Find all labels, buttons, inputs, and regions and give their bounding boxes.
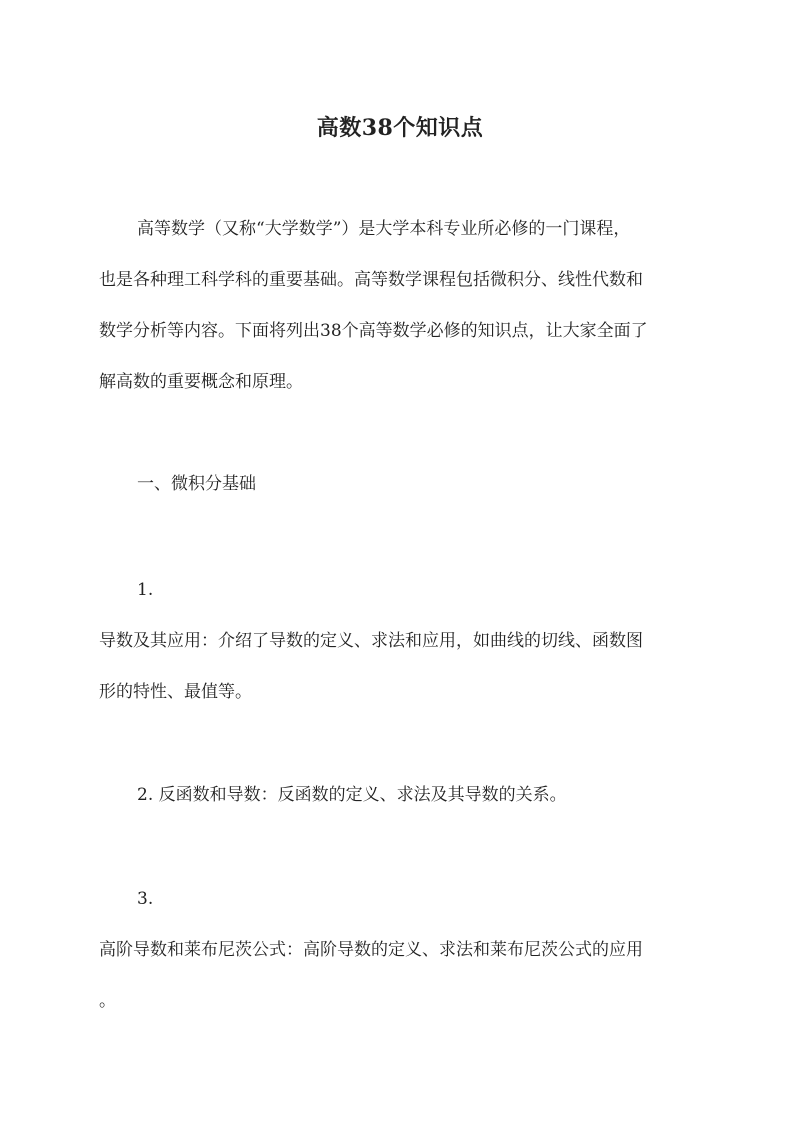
list-item-2 <box>99 770 703 821</box>
document-title: 高数38个知识点 <box>316 114 484 141</box>
section-heading-text: 一、微积分基础 <box>137 474 256 494</box>
intro-line: 也是各种理工科学科的重要基础。高等数学课程包括微积分、线性代数和 <box>99 270 643 290</box>
intro-line: 数学分析等内容。下面将列出38个高等数学必修的知识点，让大家全面了 <box>99 321 648 341</box>
item-number: 1. <box>137 580 154 600</box>
item-line: 。 <box>99 991 116 1011</box>
intro-line: 解高数的重要概念和原理。 <box>99 372 303 392</box>
intro-line: 高等数学（又称“大学数学”）是大学本科专业所必修的一门课程， <box>137 219 631 239</box>
list-item-1 <box>99 565 703 718</box>
list-item-3 <box>99 874 703 1027</box>
item-number: 3. <box>137 889 154 909</box>
intro-paragraph <box>99 204 703 408</box>
section-heading <box>99 459 703 510</box>
item-line: 高阶导数和莱布尼茨公式：高阶导数的定义、求法和莱布尼茨公式的应用 <box>99 940 643 960</box>
item-line: 导数及其应用：介绍了导数的定义、求法和应用，如曲线的切线、函数图 <box>99 631 643 651</box>
item-line: 形的特性、最值等。 <box>99 682 252 702</box>
item-line: 2. 反函数和导数：反函数的定义、求法及其导数的关系。 <box>137 785 567 805</box>
